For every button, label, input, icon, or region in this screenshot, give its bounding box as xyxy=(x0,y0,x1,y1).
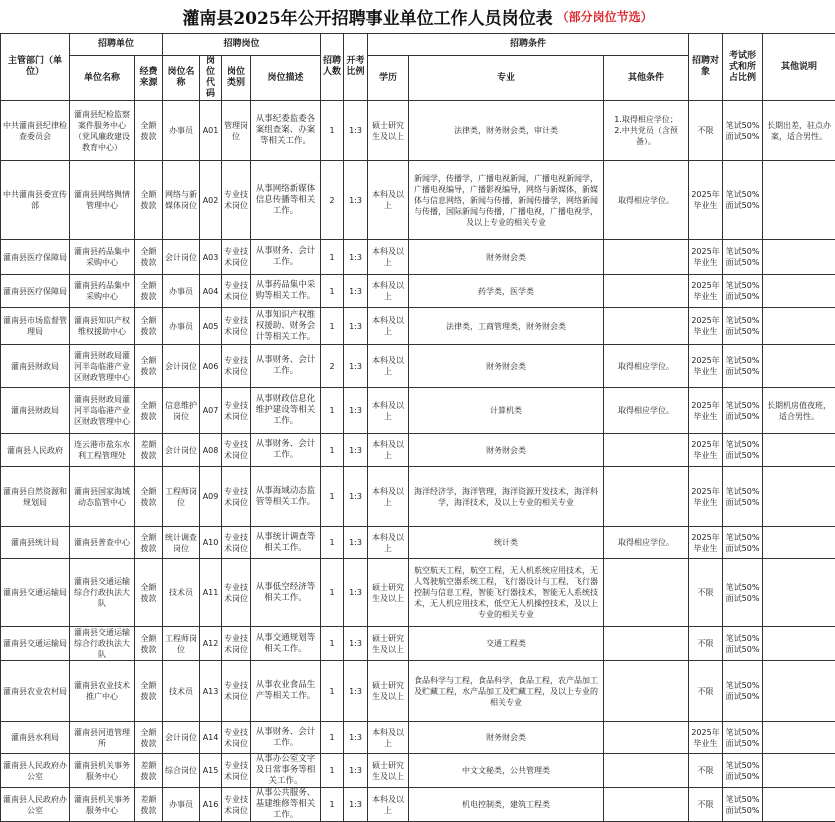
cell-type: 专业技术岗位 xyxy=(222,661,251,722)
cell-unit: 灌南县国家海域动态监管中心 xyxy=(70,467,135,527)
cell-desc: 从事知识产权维权援助、财务会计等相关工作。 xyxy=(251,308,321,345)
cell-code: A16 xyxy=(200,788,222,822)
cell-major: 财务财会类 xyxy=(409,722,604,754)
cell-major: 计算机类 xyxy=(409,388,604,434)
cell-notes xyxy=(763,754,835,788)
cell-post: 网络与新媒体岗位 xyxy=(163,161,200,240)
cell-exam: 笔试50% 面试50% xyxy=(723,275,763,308)
cell-ratio: 1:3 xyxy=(344,308,368,345)
cell-ratio: 1:3 xyxy=(344,388,368,434)
cell-edu: 本科及以上 xyxy=(368,722,409,754)
cell-dept: 灌南县医疗保障局 xyxy=(1,275,70,308)
cell-ratio: 1:3 xyxy=(344,527,368,559)
cell-exam: 笔试50% 面试50% xyxy=(723,661,763,722)
cell-ratio: 1:3 xyxy=(344,627,368,661)
table-row xyxy=(1,788,835,822)
cell-dept: 灌南县人民政府 xyxy=(1,434,70,467)
cell-count: 1 xyxy=(321,661,344,722)
cell-other: 取得相应学位。 xyxy=(604,527,689,559)
header-exam: 考试形式和所占比例 xyxy=(723,34,763,101)
cell-type: 专业技术岗位 xyxy=(222,161,251,240)
cell-notes xyxy=(763,345,835,388)
cell-exam: 笔试50% 面试50% xyxy=(723,627,763,661)
cell-type: 专业技术岗位 xyxy=(222,275,251,308)
cell-count: 2 xyxy=(321,161,344,240)
cell-notes xyxy=(763,308,835,345)
cell-major: 航空航天工程，航空工程，无人机系统应用技术，无人驾驶航空器系统工程，飞行器设计与工程，飞行器控制与信息工程，智能飞行器技术，智能无人系统技术，无人机应用技术，低空无人机操控技术，及以上专业的相关专业 xyxy=(409,559,604,627)
cell-ratio: 1:3 xyxy=(344,754,368,788)
cell-code: A15 xyxy=(200,754,222,788)
cell-notes: 长期机房值夜班，适合男性。 xyxy=(763,388,835,434)
cell-count: 1 xyxy=(321,527,344,559)
cell-post: 会计岗位 xyxy=(163,240,200,275)
cell-count: 1 xyxy=(321,559,344,627)
cell-dept: 灌南县水利局 xyxy=(1,722,70,754)
cell-major: 财务财会类 xyxy=(409,345,604,388)
table-row xyxy=(1,434,835,467)
cell-notes xyxy=(763,240,835,275)
table-row xyxy=(1,275,835,308)
cell-unit: 灌南县纪检监察案件服务中心（党风廉政建设教育中心） xyxy=(70,101,135,161)
cell-code: A06 xyxy=(200,345,222,388)
cell-notes xyxy=(763,722,835,754)
cell-unit: 灌南县药品集中采购中心 xyxy=(70,240,135,275)
cell-notes xyxy=(763,161,835,240)
cell-other: 1.取得相应学位； 2.中共党员（含预备）。 xyxy=(604,101,689,161)
cell-edu: 本科及以上 xyxy=(368,527,409,559)
cell-type: 专业技术岗位 xyxy=(222,559,251,627)
header-education: 学历 xyxy=(368,56,409,101)
header-target: 招聘对象 xyxy=(689,34,723,101)
cell-desc: 从事财务、会计工作。 xyxy=(251,345,321,388)
cell-type: 专业技术岗位 xyxy=(222,627,251,661)
table-row xyxy=(1,240,835,275)
cell-funding: 全额拨款 xyxy=(135,527,163,559)
cell-count: 1 xyxy=(321,308,344,345)
table-row xyxy=(1,467,835,527)
cell-desc: 从事财政信息化维护建设等相关工作。 xyxy=(251,388,321,434)
header-post-group: 招聘岗位 xyxy=(163,34,321,56)
cell-ratio: 1:3 xyxy=(344,722,368,754)
cell-edu: 硕士研究生及以上 xyxy=(368,627,409,661)
cell-target: 2025年毕业生 xyxy=(689,722,723,754)
cell-major: 统计类 xyxy=(409,527,604,559)
cell-major: 法律类，工商管理类，财务财会类 xyxy=(409,308,604,345)
cell-edu: 硕士研究生及以上 xyxy=(368,661,409,722)
cell-count: 1 xyxy=(321,101,344,161)
cell-target: 2025年毕业生 xyxy=(689,308,723,345)
header-post-type: 岗位类别 xyxy=(222,56,251,101)
cell-type: 管理岗位 xyxy=(222,101,251,161)
cell-edu: 本科及以上 xyxy=(368,388,409,434)
table-row xyxy=(1,661,835,722)
table-row xyxy=(1,559,835,627)
table-body xyxy=(1,101,835,822)
cell-funding: 全额拨款 xyxy=(135,161,163,240)
cell-major: 新闻学，传播学，广播电视新闻，广播电视新闻学，广播电视编导，广播影视编导，网络与新媒体，新媒体与信息网络，新闻与传播，新闻传播学，网络新闻与传播，国际新闻与传播，广播电视，广播电视学，及以上专业的相关专业 xyxy=(409,161,604,240)
cell-code: A03 xyxy=(200,240,222,275)
cell-other xyxy=(604,722,689,754)
cell-other xyxy=(604,627,689,661)
cell-edu: 本科及以上 xyxy=(368,467,409,527)
cell-count: 1 xyxy=(321,275,344,308)
header-notes: 其他说明 xyxy=(763,34,835,101)
cell-target: 不限 xyxy=(689,661,723,722)
cell-post: 技术员 xyxy=(163,559,200,627)
table-row xyxy=(1,308,835,345)
cell-dept: 灌南县人民政府办公室 xyxy=(1,754,70,788)
cell-notes xyxy=(763,275,835,308)
cell-target: 2025年毕业生 xyxy=(689,527,723,559)
cell-unit: 灌南县普查中心 xyxy=(70,527,135,559)
cell-code: A01 xyxy=(200,101,222,161)
cell-exam: 笔试50% 面试50% xyxy=(723,722,763,754)
cell-code: A07 xyxy=(200,388,222,434)
cell-funding: 全额拨款 xyxy=(135,101,163,161)
cell-other: 取得相应学位。 xyxy=(604,161,689,240)
header-ratio: 开考比例 xyxy=(344,34,368,101)
cell-dept: 灌南县统计局 xyxy=(1,527,70,559)
cell-code: A14 xyxy=(200,722,222,754)
cell-other xyxy=(604,661,689,722)
cell-funding: 全额拨款 xyxy=(135,345,163,388)
cell-edu: 本科及以上 xyxy=(368,275,409,308)
cell-other xyxy=(604,788,689,822)
cell-ratio: 1:3 xyxy=(344,467,368,527)
cell-desc: 从事网络新媒体信息传播等相关工作。 xyxy=(251,161,321,240)
cell-exam: 笔试50% 面试50% xyxy=(723,308,763,345)
header-post-code: 岗位代码 xyxy=(200,56,222,101)
cell-dept: 灌南县交通运输局 xyxy=(1,559,70,627)
cell-edu: 本科及以上 xyxy=(368,788,409,822)
cell-major: 法律类，财务财会类，审计类 xyxy=(409,101,604,161)
cell-desc: 从事药品集中采购等相关工作。 xyxy=(251,275,321,308)
cell-funding: 全额拨款 xyxy=(135,275,163,308)
header-funding: 经费来源 xyxy=(135,56,163,101)
cell-ratio: 1:3 xyxy=(344,345,368,388)
cell-code: A13 xyxy=(200,661,222,722)
cell-post: 会计岗位 xyxy=(163,345,200,388)
cell-other xyxy=(604,754,689,788)
table-row xyxy=(1,627,835,661)
cell-target: 2025年毕业生 xyxy=(689,275,723,308)
cell-target: 不限 xyxy=(689,788,723,822)
cell-unit: 灌南县交通运输综合行政执法大队 xyxy=(70,559,135,627)
cell-major: 海洋经济学，海洋管理，海洋资源开发技术，海洋科学，海洋技术，及以上专业的相关专业 xyxy=(409,467,604,527)
cell-desc: 从事纪委监委各案组查案、办案等相关工作。 xyxy=(251,101,321,161)
cell-notes xyxy=(763,467,835,527)
cell-post: 统计调查岗位 xyxy=(163,527,200,559)
cell-funding: 全额拨款 xyxy=(135,388,163,434)
cell-dept: 灌南县交通运输局 xyxy=(1,627,70,661)
table-row xyxy=(1,722,835,754)
cell-target: 不限 xyxy=(689,754,723,788)
cell-notes xyxy=(763,788,835,822)
cell-notes xyxy=(763,627,835,661)
cell-edu: 硕士研究生及以上 xyxy=(368,559,409,627)
cell-funding: 全额拨款 xyxy=(135,308,163,345)
cell-unit: 连云港市盐东水利工程管理处 xyxy=(70,434,135,467)
cell-code: A08 xyxy=(200,434,222,467)
cell-type: 专业技术岗位 xyxy=(222,527,251,559)
cell-type: 专业技术岗位 xyxy=(222,467,251,527)
cell-desc: 从事农业食品生产等相关工作。 xyxy=(251,661,321,722)
job-positions-table xyxy=(0,33,835,822)
cell-exam: 笔试50% 面试50% xyxy=(723,388,763,434)
cell-post: 工程师岗位 xyxy=(163,467,200,527)
cell-target: 2025年毕业生 xyxy=(689,434,723,467)
cell-major: 药学类，医学类 xyxy=(409,275,604,308)
cell-dept: 灌南县农业农村局 xyxy=(1,661,70,722)
cell-ratio: 1:3 xyxy=(344,101,368,161)
cell-dept: 灌南县财政局 xyxy=(1,388,70,434)
cell-other xyxy=(604,434,689,467)
header-unit-name: 单位名称 xyxy=(70,56,135,101)
cell-major: 财务财会类 xyxy=(409,240,604,275)
cell-unit: 灌南县机关事务服务中心 xyxy=(70,788,135,822)
cell-exam: 笔试50% 面试50% xyxy=(723,559,763,627)
cell-code: A05 xyxy=(200,308,222,345)
cell-dept: 灌南县自然资源和规划局 xyxy=(1,467,70,527)
cell-other: 取得相应学位。 xyxy=(604,345,689,388)
cell-dept: 灌南县医疗保障局 xyxy=(1,240,70,275)
cell-type: 专业技术岗位 xyxy=(222,388,251,434)
cell-code: A10 xyxy=(200,527,222,559)
cell-target: 2025年毕业生 xyxy=(689,240,723,275)
title-subtitle: （部分岗位节选） xyxy=(557,8,653,25)
cell-type: 专业技术岗位 xyxy=(222,754,251,788)
cell-post: 会计岗位 xyxy=(163,434,200,467)
cell-funding: 差额拨款 xyxy=(135,754,163,788)
header-dept: 主管部门（单位） xyxy=(1,34,70,101)
cell-exam: 笔试50% 面试50% xyxy=(723,101,763,161)
cell-funding: 全额拨款 xyxy=(135,559,163,627)
cell-target: 2025年毕业生 xyxy=(689,467,723,527)
table-row xyxy=(1,754,835,788)
cell-edu: 本科及以上 xyxy=(368,308,409,345)
cell-dept: 中共灌南县纪律检查委员会 xyxy=(1,101,70,161)
header-unit-group: 招聘单位 xyxy=(70,34,163,56)
cell-desc: 从事办公室文字及日常事务等相关工作。 xyxy=(251,754,321,788)
cell-desc: 从事财务、会计工作。 xyxy=(251,434,321,467)
cell-unit: 灌南县财政局灌河半岛临港产业区财政管理中心 xyxy=(70,388,135,434)
cell-funding: 差额拨款 xyxy=(135,434,163,467)
cell-target: 2025年毕业生 xyxy=(689,388,723,434)
cell-funding: 全额拨款 xyxy=(135,467,163,527)
header-major: 专业 xyxy=(409,56,604,101)
cell-exam: 笔试50% 面试50% xyxy=(723,240,763,275)
cell-other xyxy=(604,559,689,627)
cell-post: 工程师岗位 xyxy=(163,627,200,661)
cell-exam: 笔试50% 面试50% xyxy=(723,788,763,822)
cell-exam: 笔试50% 面试50% xyxy=(723,754,763,788)
cell-count: 1 xyxy=(321,434,344,467)
cell-edu: 本科及以上 xyxy=(368,161,409,240)
cell-count: 1 xyxy=(321,788,344,822)
cell-dept: 灌南县人民政府办公室 xyxy=(1,788,70,822)
cell-post: 办事员 xyxy=(163,275,200,308)
cell-exam: 笔试50% 面试50% xyxy=(723,527,763,559)
cell-funding: 差额拨款 xyxy=(135,788,163,822)
cell-unit: 灌南县河道管理所 xyxy=(70,722,135,754)
header-other-cond: 其他条件 xyxy=(604,56,689,101)
cell-target: 2025年毕业生 xyxy=(689,161,723,240)
cell-funding: 全额拨款 xyxy=(135,661,163,722)
cell-unit: 灌南县财政局灌河半岛临港产业区财政管理中心 xyxy=(70,345,135,388)
cell-desc: 从事低空经济等相关工作。 xyxy=(251,559,321,627)
cell-edu: 本科及以上 xyxy=(368,345,409,388)
cell-edu: 本科及以上 xyxy=(368,434,409,467)
cell-code: A11 xyxy=(200,559,222,627)
cell-type: 专业技术岗位 xyxy=(222,345,251,388)
cell-exam: 笔试50% 面试50% xyxy=(723,345,763,388)
cell-post: 办事员 xyxy=(163,788,200,822)
cell-code: A12 xyxy=(200,627,222,661)
cell-ratio: 1:3 xyxy=(344,434,368,467)
cell-desc: 从事统计调查等相关工作。 xyxy=(251,527,321,559)
cell-notes: 长期出差，驻点办案，适合男性。 xyxy=(763,101,835,161)
cell-desc: 从事海域动态监管等相关工作。 xyxy=(251,467,321,527)
cell-desc: 从事公共服务、基建维修等相关工作。 xyxy=(251,788,321,822)
cell-post: 综合岗位 xyxy=(163,754,200,788)
cell-target: 不限 xyxy=(689,627,723,661)
cell-dept: 灌南县财政局 xyxy=(1,345,70,388)
table-row xyxy=(1,527,835,559)
cell-notes xyxy=(763,527,835,559)
header-cond-group: 招聘条件 xyxy=(368,34,689,56)
cell-major: 交通工程类 xyxy=(409,627,604,661)
cell-post: 办事员 xyxy=(163,101,200,161)
cell-unit: 灌南县药品集中采购中心 xyxy=(70,275,135,308)
page-title xyxy=(0,0,835,33)
cell-count: 1 xyxy=(321,722,344,754)
cell-unit: 灌南县网络舆情管理中心 xyxy=(70,161,135,240)
cell-notes xyxy=(763,559,835,627)
table-row xyxy=(1,388,835,434)
cell-funding: 全额拨款 xyxy=(135,722,163,754)
cell-count: 2 xyxy=(321,345,344,388)
cell-edu: 本科及以上 xyxy=(368,240,409,275)
cell-unit: 灌南县机关事务服务中心 xyxy=(70,754,135,788)
cell-major: 财务财会类 xyxy=(409,434,604,467)
cell-unit: 灌南县交通运输综合行政执法大队 xyxy=(70,627,135,661)
cell-count: 1 xyxy=(321,467,344,527)
cell-type: 专业技术岗位 xyxy=(222,240,251,275)
cell-post: 办事员 xyxy=(163,308,200,345)
table-row xyxy=(1,345,835,388)
cell-major: 中文文秘类，公共管理类 xyxy=(409,754,604,788)
cell-count: 1 xyxy=(321,388,344,434)
cell-other xyxy=(604,240,689,275)
header-post-desc: 岗位描述 xyxy=(251,56,321,101)
cell-other xyxy=(604,308,689,345)
cell-notes xyxy=(763,661,835,722)
cell-other xyxy=(604,275,689,308)
cell-target: 不限 xyxy=(689,559,723,627)
cell-notes xyxy=(763,434,835,467)
cell-exam: 笔试50% 面试50% xyxy=(723,467,763,527)
cell-other xyxy=(604,467,689,527)
cell-funding: 全额拨款 xyxy=(135,240,163,275)
cell-type: 专业技术岗位 xyxy=(222,308,251,345)
cell-funding: 全额拨款 xyxy=(135,627,163,661)
cell-major: 机电控制类，建筑工程类 xyxy=(409,788,604,822)
cell-target: 2025年毕业生 xyxy=(689,345,723,388)
cell-ratio: 1:3 xyxy=(344,275,368,308)
cell-major: 食品科学与工程，食品科学，食品工程，农产品加工及贮藏工程，水产品加工及贮藏工程，及以上专业的相关专业 xyxy=(409,661,604,722)
cell-edu: 硕士研究生及以上 xyxy=(368,101,409,161)
cell-desc: 从事财务、会计工作。 xyxy=(251,722,321,754)
cell-exam: 笔试50% 面试50% xyxy=(723,161,763,240)
cell-other: 取得相应学位。 xyxy=(604,388,689,434)
cell-target: 不限 xyxy=(689,101,723,161)
cell-exam: 笔试50% 面试50% xyxy=(723,434,763,467)
cell-count: 1 xyxy=(321,754,344,788)
cell-code: A09 xyxy=(200,467,222,527)
cell-ratio: 1:3 xyxy=(344,240,368,275)
cell-post: 技术员 xyxy=(163,661,200,722)
table-row xyxy=(1,161,835,240)
cell-count: 1 xyxy=(321,240,344,275)
cell-dept: 灌南县市场监督管理局 xyxy=(1,308,70,345)
cell-type: 专业技术岗位 xyxy=(222,434,251,467)
cell-type: 专业技术岗位 xyxy=(222,788,251,822)
cell-post: 信息维护岗位 xyxy=(163,388,200,434)
cell-count: 1 xyxy=(321,627,344,661)
cell-desc: 从事交通规划等相关工作。 xyxy=(251,627,321,661)
cell-ratio: 1:3 xyxy=(344,559,368,627)
cell-unit: 灌南县知识产权维权援助中心 xyxy=(70,308,135,345)
cell-unit: 灌南县农业技术推广中心 xyxy=(70,661,135,722)
table-row xyxy=(1,101,835,161)
cell-code: A02 xyxy=(200,161,222,240)
cell-desc: 从事财务、会计工作。 xyxy=(251,240,321,275)
cell-code: A04 xyxy=(200,275,222,308)
cell-ratio: 1:3 xyxy=(344,161,368,240)
cell-ratio: 1:3 xyxy=(344,661,368,722)
cell-ratio: 1:3 xyxy=(344,788,368,822)
title-text: 灌南县2025年公开招聘事业单位工作人员岗位表 xyxy=(182,4,552,29)
header-post-name: 岗位名称 xyxy=(163,56,200,101)
cell-post: 会计岗位 xyxy=(163,722,200,754)
cell-edu: 硕士研究生及以上 xyxy=(368,754,409,788)
cell-type: 专业技术岗位 xyxy=(222,722,251,754)
header-count: 招聘人数 xyxy=(321,34,344,101)
cell-dept: 中共灌南县委宣传部 xyxy=(1,161,70,240)
